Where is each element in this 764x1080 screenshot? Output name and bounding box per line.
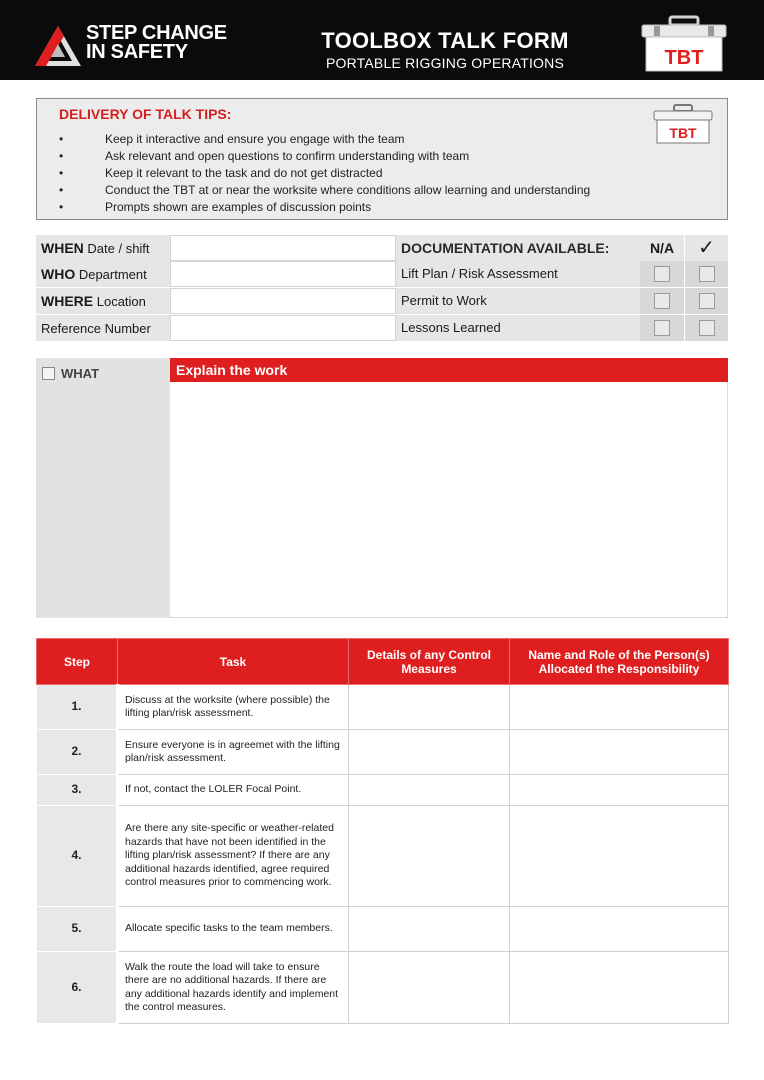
tip-text: Keep it interactive and ensure you engage with the team (105, 132, 405, 146)
responsible-person-cell[interactable] (510, 952, 729, 1024)
na-cell (640, 315, 684, 341)
task-text: If not, contact the LOLER Focal Point. (118, 775, 349, 806)
tip-text: Ask relevant and open questions to confirm understanding with team (105, 149, 470, 163)
brand-line-1: STEP CHANGE (86, 22, 227, 44)
what-label-text: WHAT (61, 366, 100, 381)
tip-text: Keep it relevant to the task and do not get distracted (105, 166, 383, 180)
tips-title: DELIVERY OF TALK TIPS: (59, 106, 232, 122)
doc-lift-plan: Lift Plan / Risk Assessment (396, 261, 640, 287)
steps-table (36, 638, 729, 1024)
task-text: Ensure everyone is in agreemet with the lifting plan/risk assessment. (118, 730, 349, 775)
check-cell (685, 261, 728, 287)
table-row (37, 806, 729, 907)
task-text: Allocate specific tasks to the team members. (118, 907, 349, 952)
explain-work-header: Explain the work (170, 358, 728, 382)
step-number: 6. (37, 952, 118, 1024)
tip-text: Prompts shown are examples of discussion points (105, 200, 372, 214)
tip-item (59, 182, 590, 199)
tips-list (59, 131, 590, 216)
where-input[interactable] (170, 288, 396, 314)
responsible-person-cell[interactable] (510, 775, 729, 806)
info-row-reference (36, 315, 728, 342)
bullet: • (59, 132, 64, 146)
tip-item (59, 131, 590, 148)
lift-plan-check-checkbox[interactable] (699, 266, 715, 282)
table-row (37, 952, 729, 1024)
permit-na-checkbox[interactable] (654, 293, 670, 309)
form-title: TOOLBOX TALK FORM (321, 28, 569, 53)
toolbox-badge-text: TBT (664, 47, 704, 69)
info-row-who (36, 261, 728, 288)
control-measures-cell[interactable] (349, 806, 510, 907)
na-cell (640, 261, 684, 287)
step-number: 5. (37, 907, 118, 952)
lessons-check-checkbox[interactable] (699, 320, 715, 336)
bullet: • (59, 166, 64, 180)
reference-label: Reference Number (36, 315, 170, 341)
step-number: 4. (37, 806, 118, 907)
check-header: ✓ (685, 235, 728, 261)
permit-check-checkbox[interactable] (699, 293, 715, 309)
responsible-person-cell[interactable] (510, 806, 729, 907)
lift-plan-na-checkbox[interactable] (654, 266, 670, 282)
tip-item (59, 148, 590, 165)
when-input[interactable] (170, 235, 396, 261)
control-measures-cell[interactable] (349, 685, 510, 730)
na-header: N/A (640, 235, 684, 261)
control-measures-column-header: Details of any Control Measures (349, 639, 510, 685)
delivery-tips-box (36, 98, 728, 220)
info-grid (36, 235, 728, 341)
step-column-header: Step (37, 639, 118, 685)
responsible-person-cell[interactable] (510, 907, 729, 952)
tip-item (59, 199, 590, 216)
what-checkbox[interactable] (42, 367, 55, 380)
step-number: 2. (37, 730, 118, 775)
form-subtitle: PORTABLE RIGGING OPERATIONS (326, 55, 564, 71)
table-header-row (37, 639, 729, 685)
page-header (0, 0, 764, 80)
table-row (37, 730, 729, 775)
check-cell (685, 315, 728, 341)
toolbox-small-badge-text: TBT (669, 125, 697, 141)
task-text: Are there any site-specific or weather-related hazards that have not been identified in the lifting plan/risk assessment? If there are any additional hazards identified, agree required control measures prior to commencing work. (118, 806, 349, 907)
table-row (37, 775, 729, 806)
step-number: 1. (37, 685, 118, 730)
responsible-person-cell[interactable] (510, 730, 729, 775)
where-label: WHERE Location (36, 288, 170, 314)
task-text: Discuss at the worksite (where possible) the lifting plan/risk assessment. (118, 685, 349, 730)
who-input[interactable] (170, 261, 396, 287)
control-measures-cell[interactable] (349, 730, 510, 775)
step-change-logo-icon (34, 24, 84, 68)
explain-work-textarea[interactable] (170, 382, 728, 618)
brand-name (86, 24, 227, 62)
step-number: 3. (37, 775, 118, 806)
who-label: WHO Department (36, 261, 170, 287)
table-row (37, 685, 729, 730)
task-text: Walk the route the load will take to ensure there are no additional hazards. If there are any additional hazards identify and implement the control measures. (118, 952, 349, 1024)
check-cell (685, 288, 728, 314)
responsible-person-column-header: Name and Role of the Person(s) Allocated the Responsibility (510, 639, 729, 685)
when-label: WHEN Date / shift (36, 235, 170, 261)
table-row (37, 907, 729, 952)
bullet: • (59, 200, 64, 214)
control-measures-cell[interactable] (349, 775, 510, 806)
doc-permit: Permit to Work (396, 288, 640, 314)
doc-lessons: Lessons Learned (396, 315, 640, 341)
toolbox-small-icon (652, 103, 714, 145)
task-column-header: Task (118, 639, 349, 685)
what-label (42, 366, 99, 381)
control-measures-cell[interactable] (349, 952, 510, 1024)
reference-input[interactable] (170, 315, 396, 341)
bullet: • (59, 183, 64, 197)
control-measures-cell[interactable] (349, 907, 510, 952)
tip-item (59, 165, 590, 182)
brand-line-2: IN SAFETY (86, 41, 188, 63)
toolbox-icon (640, 15, 728, 73)
info-row-where (36, 288, 728, 315)
tip-text: Conduct the TBT at or near the worksite where conditions allow learning and understanding (105, 183, 591, 197)
what-section-label (36, 358, 170, 618)
info-row-when (36, 235, 728, 262)
na-cell (640, 288, 684, 314)
lessons-na-checkbox[interactable] (654, 320, 670, 336)
documentation-header: DOCUMENTATION AVAILABLE: (396, 235, 640, 261)
responsible-person-cell[interactable] (510, 685, 729, 730)
bullet: • (59, 149, 64, 163)
